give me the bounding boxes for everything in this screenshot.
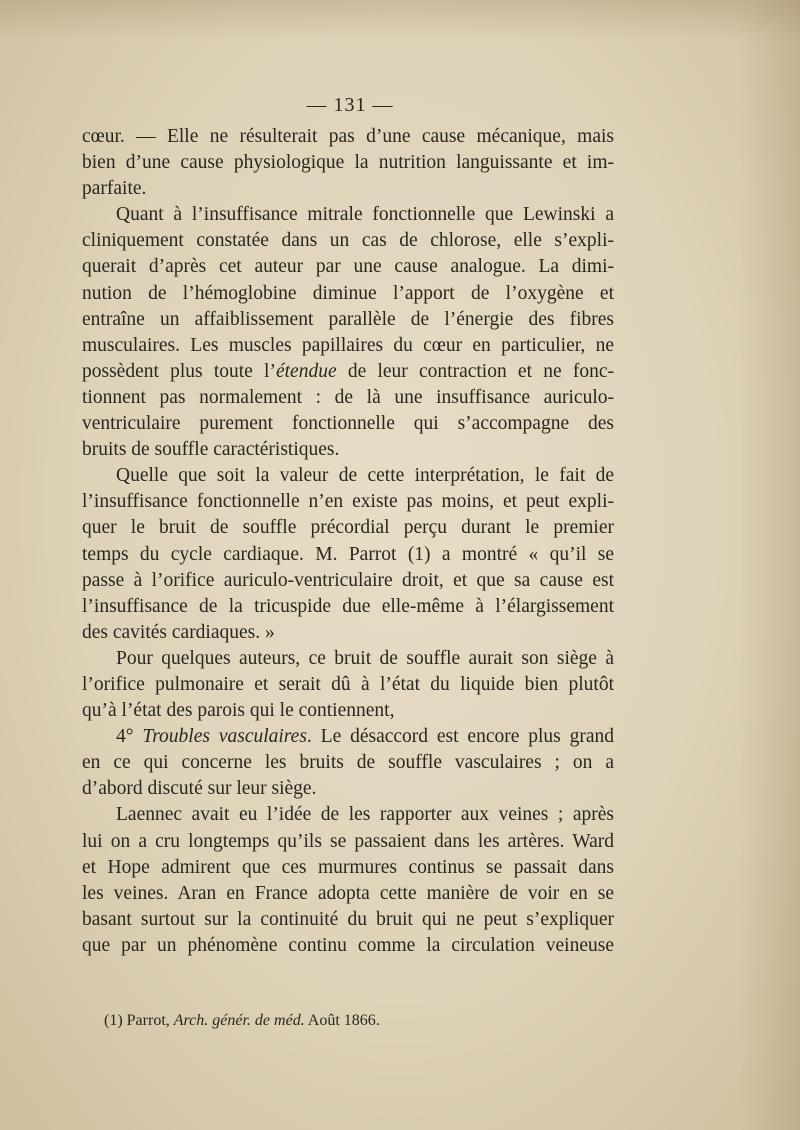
text-line: des cavités cardiaques. » bbox=[82, 621, 275, 643]
text-line: parfaite. bbox=[82, 178, 147, 200]
text-line: Quant à l’insuffisance mitrale fonctionnelle que Lewinski a bbox=[116, 204, 614, 226]
text-line: l’insuffisance de la tricuspide due elle-même à l’élargissement bbox=[82, 595, 614, 617]
text-line: ventriculaire purement fonctionnelle qui s’accompagne des bbox=[82, 413, 614, 435]
text-line: Laennec avait eu l’idée de les rapporter aux veines ; après bbox=[116, 804, 614, 826]
text-line: basant surtout sur la continuité du bruit qui ne peut s’expliquer bbox=[82, 908, 614, 930]
text-line: l’orifice pulmonaire et serait dû à l’état du liquide bien plutôt bbox=[82, 673, 614, 695]
text-line: musculaires. Les muscles papillaires du cœur en particulier, ne bbox=[82, 334, 614, 356]
footnote-journal: Arch. génér. de méd. bbox=[173, 1012, 305, 1029]
footnote bbox=[104, 1012, 380, 1030]
page-edge-shadow bbox=[740, 0, 800, 1130]
text-line: Pour quelques auteurs, ce bruit de souffle aurait son siège à bbox=[116, 647, 614, 669]
text-line: entraîne un affaiblissement parallèle de l’énergie des fibres bbox=[82, 308, 614, 330]
footnote-prefix: (1) Parrot, bbox=[104, 1012, 174, 1029]
page-number: — 131 — bbox=[306, 94, 394, 116]
text-line: d’abord discuté sur leur siège. bbox=[82, 778, 317, 800]
text-line: bruits de souffle caractéristiques. bbox=[82, 439, 340, 461]
text-line: en ce qui concerne les bruits de souffle vasculaires ; on a bbox=[82, 752, 614, 774]
text-line: qu’à l’état des parois qui le contiennent, bbox=[82, 700, 395, 722]
text-line: lui on a cru longtemps qu’ils se passaient dans les artères. Ward bbox=[82, 830, 614, 852]
text-line: querait d’après cet auteur par une cause analogue. La dimi- bbox=[82, 256, 614, 278]
text-line: temps du cycle cardiaque. M. Parrot (1) a montré « qu’il se bbox=[82, 543, 614, 565]
text-line: possèdent plus toute l’étendue de leur contraction et ne fonc- bbox=[82, 360, 614, 382]
footnote-suffix: Août 1866. bbox=[304, 1012, 380, 1029]
text-line: quer le bruit de souffle précordial perçu durant le premier bbox=[82, 517, 614, 539]
text-line: Quelle que soit la valeur de cette interprétation, le fait de bbox=[116, 465, 614, 487]
text-line: que par un phénomène continu comme la circulation veineuse bbox=[82, 934, 614, 956]
body-text bbox=[82, 124, 614, 959]
text-line: tionnent pas normalement : de là une insuffisance auriculo- bbox=[82, 386, 614, 408]
page-top-shadow bbox=[0, 0, 800, 40]
text-line: l’insuffisance fonctionnelle n’en existe pas moins, et peut expli- bbox=[82, 491, 614, 513]
text-line: les veines. Aran en France adopta cette manière de voir en se bbox=[82, 882, 614, 904]
text-line: passe à l’orifice auriculo-ventriculaire droit, et que sa cause est bbox=[82, 569, 614, 591]
text-line: nution de l’hémoglobine diminue l’apport de l’oxygène et bbox=[82, 282, 614, 304]
text-line: 4° Troubles vasculaires. Le désaccord est encore plus grand bbox=[116, 726, 614, 748]
text-line: cœur. — Elle ne résulterait pas d’une cause mécanique, mais bbox=[82, 126, 614, 147]
text-line: cliniquement constatée dans un cas de chlorose, elle s’expli- bbox=[82, 230, 614, 252]
text-line: et Hope admirent que ces murmures continus se passait dans bbox=[82, 856, 614, 878]
text-line: bien d’une cause physiologique la nutrition languissante et im- bbox=[82, 152, 614, 174]
